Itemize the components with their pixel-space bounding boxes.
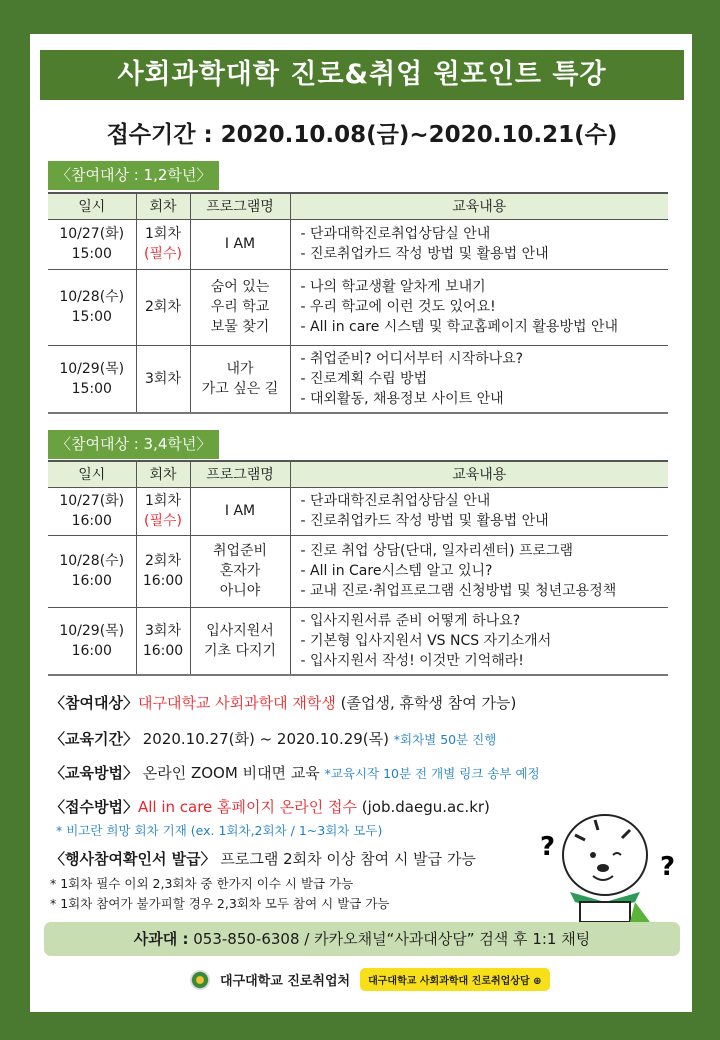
date-cell: 10/28(수) 16:00	[48, 535, 136, 607]
session-cell: 1회차 (필수)	[136, 487, 190, 535]
info-method: 〈교육방법〉 온라인 ZOOM 비대면 교육 *교육시작 10분 전 개별 링크 송부 예정	[50, 764, 540, 782]
program-cell: 숨어 있는 우리 학교 보물 찾기	[190, 269, 290, 345]
university-logo-icon	[190, 970, 210, 990]
column-header: 회차	[136, 461, 190, 487]
content-cell: - 나의 학교생활 알차게 보내기 - 우리 학교에 이런 것도 있어요! - All in care 시스템 및 학교홈페이지 활용방법 안내	[290, 269, 668, 345]
program-cell: I AM	[190, 219, 290, 269]
content-cell: - 진로 취업 상담(단대, 일자리센터) 프로그램 - All in Care시스템 알고 있니? - 교내 진로·취업프로그램 신청방법 및 청년고용정책	[290, 535, 668, 607]
info-apply-note: * 비고란 희망 회차 기재 (ex. 1회차,2회차 / 1~3회차 모두)	[56, 823, 383, 838]
program-cell: 취업준비 혼자가 아니야	[190, 535, 290, 607]
table-row	[48, 487, 668, 535]
registration-period: 접수기간 : 2020.10.08(금)~2020.10.21(수)	[106, 122, 618, 148]
content-cell: - 입사지원서류 준비 어떻게 하나요? - 기본형 입사지원서 VS NCS 자기소개서 - 입사지원서 작성! 이것만 기억해라!	[290, 607, 668, 675]
date-cell: 10/28(수) 15:00	[48, 269, 136, 345]
date-cell: 10/27(화) 16:00	[48, 487, 136, 535]
table-header	[48, 193, 668, 219]
page-title: 사회과학대학 진로&취업 원포인트 특강	[40, 50, 684, 100]
session-cell: 1회차 (필수)	[136, 219, 190, 269]
program-cell: 내가 가고 싶은 길	[190, 345, 290, 413]
table-header	[48, 461, 668, 487]
info-target: 〈참여대상〉대구대학교 사회과학대 재학생 (졸업생, 휴학생 참여 가능)	[50, 694, 517, 712]
session-cell: 2회차 16:00	[136, 535, 190, 607]
info-apply: 〈접수방법〉All in care 홈페이지 온라인 접수 (job.daegu.ac.kr)	[50, 798, 490, 816]
date-cell: 10/27(화) 15:00	[48, 219, 136, 269]
schedule-table-2	[48, 460, 668, 676]
kakao-channel-button[interactable]: 대구대학교 사회과학대 진로취업상담 ⊕	[360, 968, 549, 991]
footer	[190, 968, 550, 991]
content-cell: - 단과대학진로취업상담실 안내 - 진로취업카드 작성 방법 및 활용법 안내	[290, 219, 668, 269]
column-header: 일시	[48, 461, 136, 487]
program-cell: I AM	[190, 487, 290, 535]
contact-bar: 사과대 : 053-850-6308 / 카카오채널“사과대상담” 검색 후 1:1 채팅	[44, 922, 680, 956]
info-cert-note-2: * 1회차 참여가 불가피할 경우 2,3회차 모두 참여 시 발급 가능	[50, 896, 390, 911]
table-row	[48, 535, 668, 607]
date-cell: 10/29(목) 15:00	[48, 345, 136, 413]
info-cert: 〈행사참여확인서 발급〉 프로그램 2회차 이상 참여 시 발급 가능	[50, 850, 476, 868]
info-cert-note-1: * 1회차 필수 이외 2,3회차 중 한가지 이수 시 발급 가능	[50, 876, 354, 891]
schedule-table-1	[48, 192, 668, 414]
svg-text:?: ?	[540, 832, 556, 862]
tiger-mascot-icon	[535, 810, 685, 922]
column-header: 교육내용	[290, 461, 668, 487]
content-cell: - 단과대학진로취업상담실 안내 - 진로취업카드 작성 방법 및 활용법 안내	[290, 487, 668, 535]
column-header: 교육내용	[290, 193, 668, 219]
column-header: 일시	[48, 193, 136, 219]
date-cell: 10/29(목) 16:00	[48, 607, 136, 675]
section-tag-2: 〈참여대상 : 3,4학년〉	[48, 430, 219, 459]
session-cell: 3회차 16:00	[136, 607, 190, 675]
section-tag-1: 〈참여대상 : 1,2학년〉	[48, 161, 219, 190]
table-row	[48, 345, 668, 413]
session-cell: 2회차	[136, 269, 190, 345]
svg-text:?: ?	[660, 852, 676, 882]
table-row	[48, 269, 668, 345]
column-header: 회차	[136, 193, 190, 219]
session-cell: 3회차	[136, 345, 190, 413]
column-header: 프로그램명	[190, 461, 290, 487]
info-period: 〈교육기간〉 2020.10.27(화) ~ 2020.10.29(목) *회차별 50분 진행	[50, 730, 497, 748]
org-name: 대구대학교 진로취업처	[220, 974, 351, 989]
program-cell: 입사지원서 기초 다지기	[190, 607, 290, 675]
table-row	[48, 607, 668, 675]
content-cell: - 취업준비? 어디서부터 시작하나요? - 진로계획 수립 방법 - 대외활동, 채용정보 사이트 안내	[290, 345, 668, 413]
column-header: 프로그램명	[190, 193, 290, 219]
table-row	[48, 219, 668, 269]
